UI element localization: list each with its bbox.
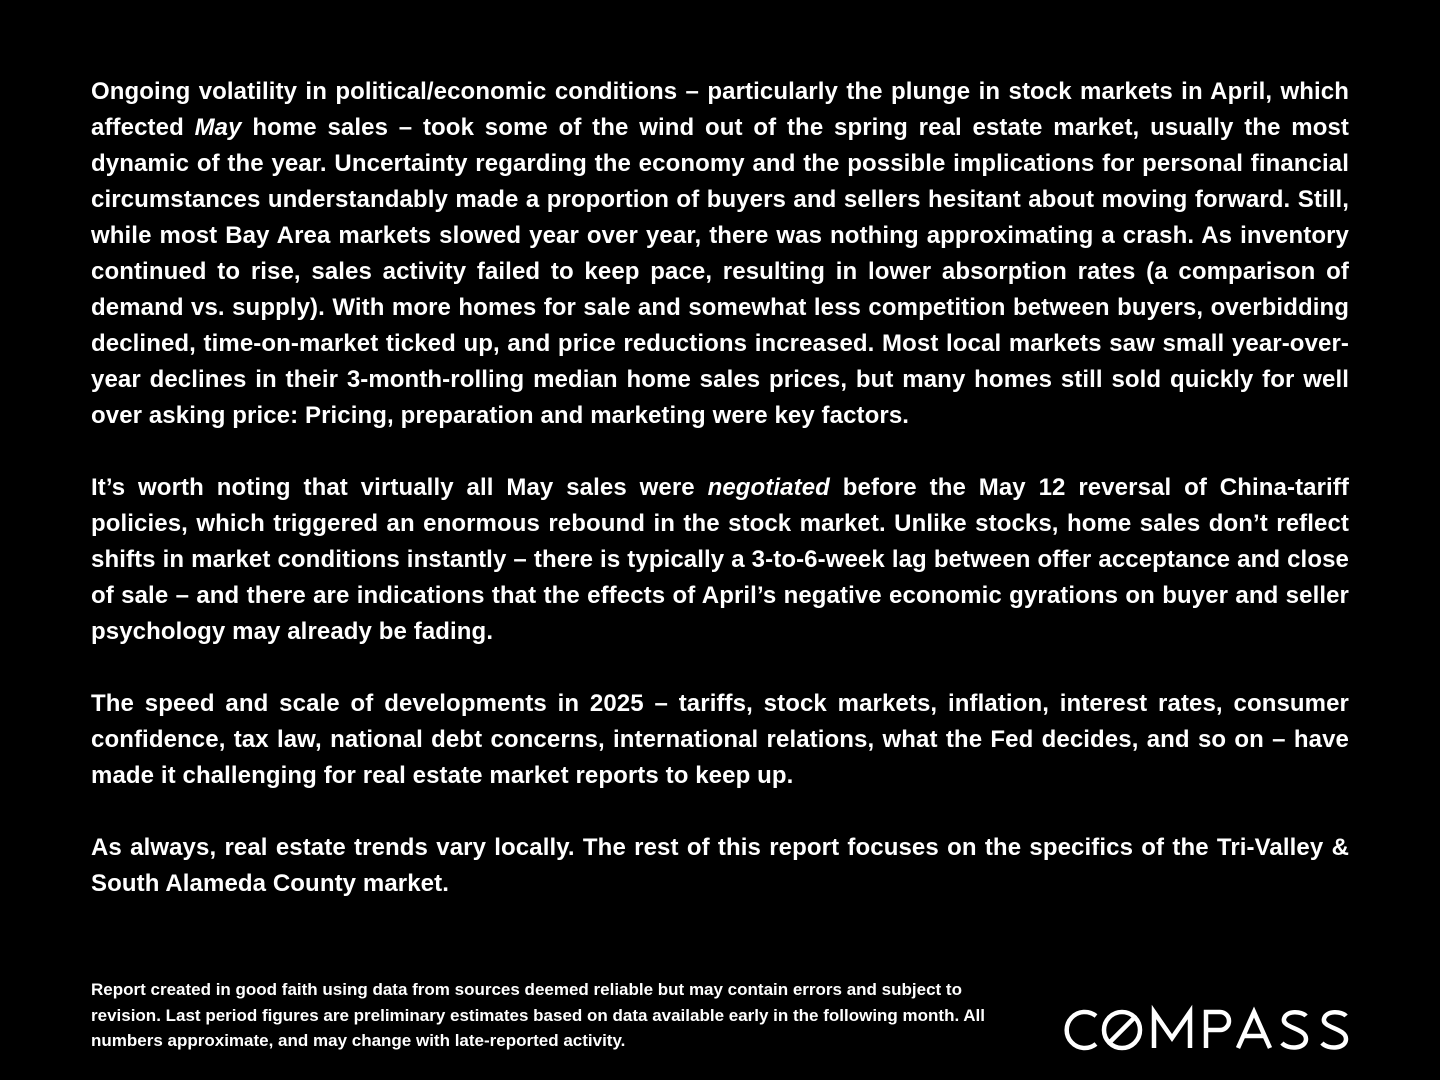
paragraph-4-text: As always, real estate trends vary locally. The rest of this report focuses on the specifics of the Tri-Valley & South Alameda County market. [91,834,1349,897]
paragraph-3 [91,686,1349,794]
paragraph-2-part-3: before the May 12 reversal of China-tariff policies, which triggered an enormous rebound in the stock market. Unlike stocks, home sales don’t reflect shifts in market conditions instantly – there is typically a 3-to-6-week lag between offer acceptance and close of sale – and there are indications that the effects of April’s negative economic gyrations on buyer and seller psychology may already be fading. [91,474,1349,645]
paragraph-1-part-1: Ongoing volatility in political/economic conditions – particularly the plunge in stock markets in April, which affected [91,78,1349,141]
paragraph-3-text: The speed and scale of developments in 2025 – tariffs, stock markets, inflation, interest rates, consumer confidence, tax law, national debt concerns, international relations, what the Fed decides, and so on – have made it challenging for real estate market reports to keep up. [91,690,1349,789]
disclaimer-text: Report created in good faith using data from sources deemed reliable but may contain errors and subject to revision. Last period figures are preliminary estimates based on data available early in the following month. All numbers approximate, and may change with late-reported activity. [91,980,986,1050]
paragraph-2-emphasis: negotiated [707,474,830,501]
paragraph-1-emphasis: May [194,114,242,141]
market-commentary [91,74,1349,938]
paragraph-2-part-1: It’s worth noting that virtually all May sales were [91,474,708,501]
paragraph-4 [91,830,1349,902]
paragraph-1 [91,74,1349,434]
paragraph-1-part-3: home sales – took some of the wind out of the spring real estate market, usually the most dynamic of the year. Uncertainty regarding the economy and the possible implications for personal financial circumstances understandably made a proportion of buyers and sellers hesitant about moving forward. Still, while most Bay Area markets slowed year over year, there was nothing approximating a crash. As inventory continued to rise, sales activity failed to keep pace, resulting in lower absorption rates (a comparison of demand vs. supply). With more homes for sale and somewhat less competition between buyers, overbidding declined, time-on-market ticked up, and price reductions increased. Most local markets saw small year-over-year declines in their 3-month-rolling median home sales prices, but many homes still sold quickly for well over asking price: Pricing, preparation and marketing were key factors. [91,114,1349,429]
compass-logo [1060,1002,1370,1058]
paragraph-2 [91,470,1349,650]
